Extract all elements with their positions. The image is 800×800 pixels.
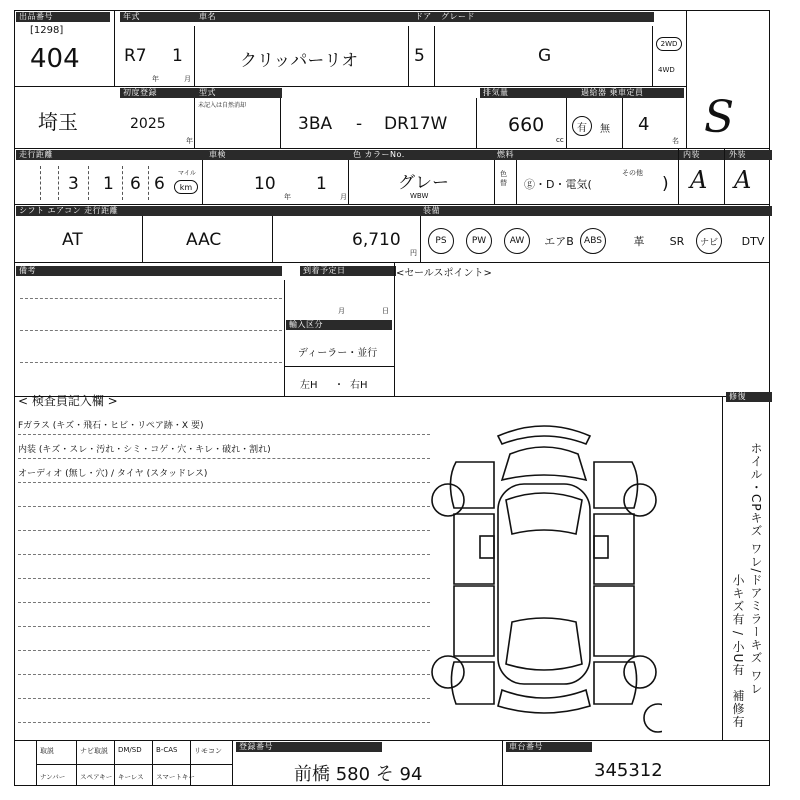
region: 埼玉 (38, 110, 78, 134)
label-equipment: 装備 (420, 206, 772, 216)
accessory-top-3: B-CAS (156, 746, 178, 754)
accessory-bottom-2: キーレス (118, 773, 144, 781)
side-note-1: ホイル・CPキズ ワレ/ドアミラーキズ ワレ (749, 442, 763, 696)
label-arrival: 到着予定日 (300, 266, 396, 276)
accessory-top-0: 取説 (40, 747, 54, 755)
label-chassis: 車台番号 (506, 742, 592, 752)
displacement-value: 660 (508, 114, 545, 136)
import-type: ディーラー・並行 (298, 348, 378, 359)
label-color: 色 カラーNo. (350, 150, 496, 160)
turbo-no: 無 (600, 124, 610, 135)
lot-bracket: [1298] (30, 25, 64, 36)
score-overall: S (704, 92, 735, 143)
rear-glass (506, 618, 582, 670)
auction-sheet: 出品番号 年式 車名 ドア グレード [1298] 404 R7 1 年 月 クリッパーリオ 5 G 2WD 4WD 初度登録 型式 排気量 過給器 乗車定員 埼玉 2025 年 未記入は自然消却 3BA - DR17W 660 cc 有 無 4 名 S 走行距離 車検 色 カラーNo. 燃料 内装 外装 3 1 6 6 マイル km 10 年 1 月 グレー WBW 色替 ⓖ・D・電気( その他 ) A A シフト エアコン 走行距離 装備 AT AAC 6,710 円 PS PW AW エアB ABS 革 SR ナビ DTV 備考 到着予定日 <セールスポイント> 月 日 輸入区分 ディーラー・並行 左H ・ 右H < 検査員記入欄 > Fガラス (キズ・飛石・ヒビ・リペア跡・X 要) 内装 (キズ・スレ・汚れ・シミ・コゲ・穴・キレ・破れ・割れ) オーディオ (無し・穴) / タイヤ (スタッドレス) 修復 ホイル・CPキズ ワレ/ドアミラーキズ ワレ 小キズ有 / 小U有 補修有 取説 ナビ取説 DM/SD B-CAS リモコン ナンバー スペアキー キーレス スマートキー 登録番号 前橋 580 そ 94 車台番号 345312 (0, 0, 800, 800)
label-mileage: 走行距離 (16, 150, 206, 160)
left-rear-fender (451, 662, 494, 704)
right-rear-door (594, 586, 634, 656)
label-doors: ドア (412, 12, 438, 22)
doors-value: 5 (414, 46, 425, 66)
mileage-digit-2: 1 (103, 174, 114, 194)
chassis-number: 345312 (594, 760, 663, 781)
price-value: 6,710 (352, 230, 401, 250)
label-displacement: 排気量 (480, 88, 580, 98)
sales-point-label: <セールスポイント> (396, 268, 492, 279)
mirror-right (594, 536, 608, 558)
score-interior: A (690, 166, 708, 194)
mileage-digit-1: 3 (68, 174, 79, 194)
side-note-2: 小キズ有 / 小U有 補修有 (731, 574, 745, 729)
car-name: クリッパーリオ (240, 51, 359, 71)
mileage-digit-4: 6 (154, 174, 165, 194)
equipment-pw: PW (466, 228, 492, 254)
label-interior: 内装 (680, 150, 726, 160)
grade-value: G (538, 46, 552, 66)
label-shaken: 車検 (206, 150, 352, 160)
wheel-rr (624, 656, 656, 688)
label-grade: グレード (438, 12, 654, 22)
hood-shape (502, 447, 586, 480)
left-rear-door (454, 586, 494, 656)
aircon: AAC (186, 230, 222, 250)
first-reg-year: 2025 (130, 116, 166, 132)
shaken-month: 1 (316, 174, 327, 194)
spare-tire (644, 704, 662, 732)
year-value: 1 (172, 46, 183, 66)
front-glass (506, 493, 582, 534)
label-dealer: 輸入区分 (286, 320, 392, 330)
accessory-bottom-3: スマートキー (156, 773, 195, 781)
label-notes: 備考 (16, 266, 282, 276)
accessory-bottom-1: スペアキー (80, 773, 113, 781)
model-code: DR17W (384, 114, 448, 134)
model-prefix: 3BA (298, 114, 333, 134)
color-name: グレー (398, 173, 449, 193)
mileage-digit-3: 6 (130, 174, 141, 194)
equipment-aw: AW (504, 228, 530, 254)
equipment-dtv: DTV (741, 234, 765, 248)
transmission: AT (62, 230, 83, 250)
label-shift-ac: シフト エアコン 走行距離 (16, 206, 422, 216)
equipment-ps: PS (428, 228, 454, 254)
drive-2wd: 2WD (656, 37, 682, 51)
equipment-エアb: エアB (544, 235, 574, 248)
color-code: WBW (410, 192, 429, 200)
accessory-top-1: ナビ取説 (80, 747, 108, 755)
label-side: 修復 (726, 392, 772, 402)
seats-value: 4 (638, 114, 650, 135)
handle-left: 左H (300, 380, 318, 391)
shaken-year: 10 (254, 174, 276, 194)
score-exterior: A (734, 166, 752, 194)
wheel-rl (432, 656, 464, 688)
right-front-door (594, 514, 634, 584)
lot-number: 404 (30, 44, 80, 74)
inspector-line-1: Fガラス (キズ・飛石・ヒビ・リペア跡・X 要) (18, 421, 204, 431)
label-car-name: 車名 (196, 12, 412, 22)
mileage-unit-km: km (174, 180, 198, 194)
accessory-top-2: DM/SD (118, 746, 142, 754)
turbo-yes: 有 (572, 116, 592, 136)
plate-number: 前橋 580 そ 94 (294, 764, 423, 785)
inspector-title: < 検査員記入欄 > (18, 394, 118, 408)
handle-right: 右H (350, 380, 368, 391)
equipment-abs: ABS (580, 228, 606, 254)
label-fuel: 燃料 (494, 150, 680, 160)
mirror-left (480, 536, 494, 558)
left-front-fender (450, 462, 494, 508)
equipment-ナビ: ナビ (696, 228, 722, 254)
label-lot: 出品番号 (16, 12, 110, 22)
left-front-door (454, 514, 494, 584)
car-diagram (426, 414, 662, 740)
label-plate: 登録番号 (236, 742, 382, 752)
equipment-sr: SR (669, 234, 685, 248)
label-model-code: 型式 (196, 88, 282, 98)
label-exterior: 外装 (726, 150, 772, 160)
right-front-fender (594, 462, 638, 508)
rear-bumper (498, 690, 590, 713)
year-era: R7 (124, 46, 147, 66)
label-year: 年式 (120, 12, 196, 22)
inspector-line-3: オーディオ (無し・穴) / タイヤ (スタッドレス) (18, 469, 208, 479)
drive-4wd: 4WD (658, 66, 675, 74)
label-first-reg: 初度登録 (120, 88, 196, 98)
equipment-革: 革 (633, 235, 645, 248)
wheel-fl (432, 484, 464, 516)
accessory-top-4: リモコン (194, 747, 222, 755)
fuel-options: ⓖ・D・電気( (524, 178, 592, 191)
body-outline (498, 484, 590, 684)
accessory-bottom-0: ナンバー (40, 773, 66, 781)
label-turbo-seats: 過給器 乗車定員 (578, 88, 684, 98)
right-rear-fender (594, 662, 637, 704)
wheel-fr (624, 484, 656, 516)
inspector-line-2: 内装 (キズ・スレ・汚れ・シミ・コゲ・穴・キレ・破れ・割れ) (18, 445, 271, 455)
windshield-shape (498, 426, 590, 444)
